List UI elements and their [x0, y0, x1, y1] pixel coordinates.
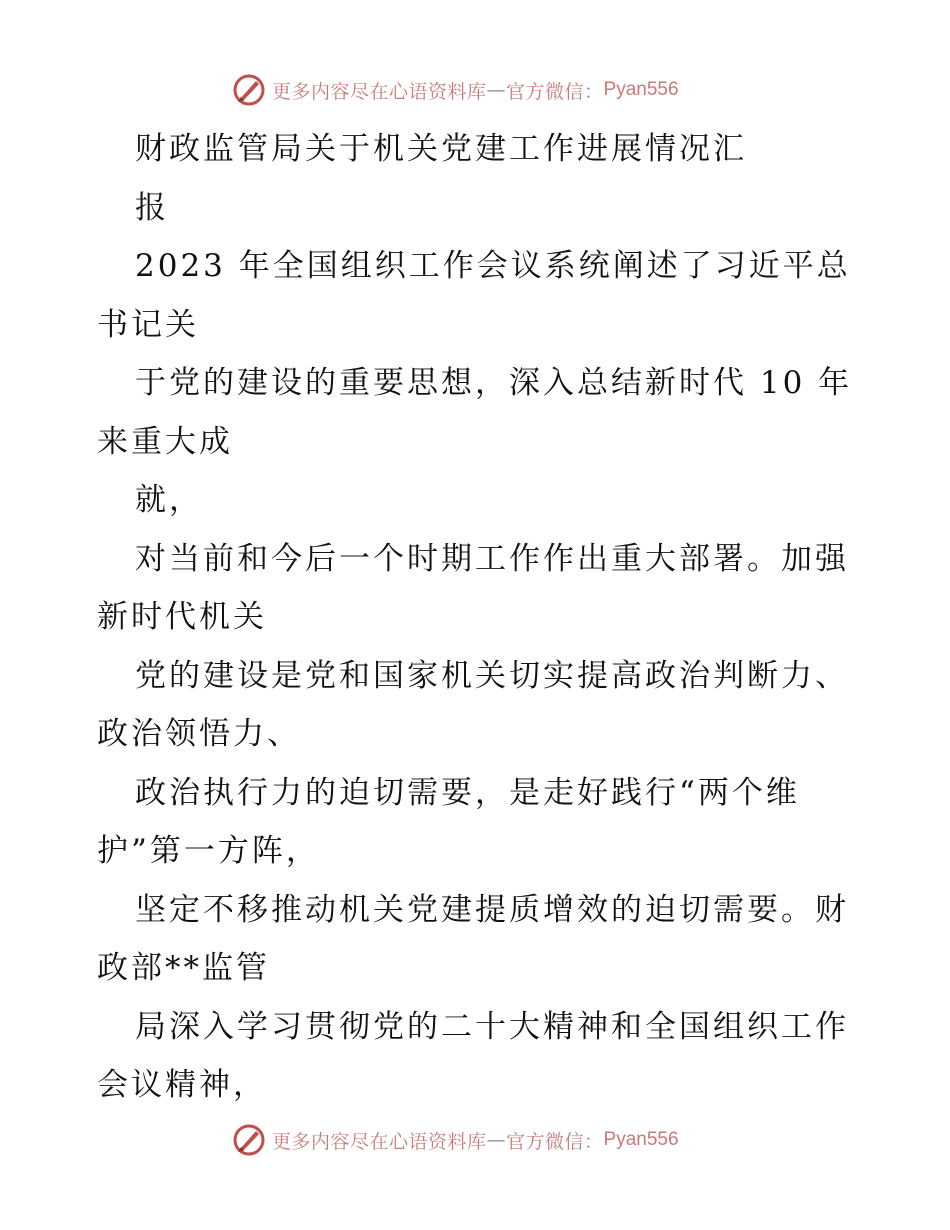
watermark-header — [232, 70, 732, 110]
body-line: 来重大成 — [97, 423, 233, 460]
watermark-footer — [232, 1120, 732, 1160]
body-line: 护”第一方阵， — [97, 833, 320, 869]
body-line: 坚定不移推动机关党建提质增效的迫切需要。财 — [135, 891, 849, 928]
watermark-main-text: 更多内容尽在心语资料库 — [272, 80, 487, 103]
watermark-wechat-id: Pyan556 — [603, 1129, 679, 1150]
body-line: 政治执行力的迫切需要，是走好践行“两个维 — [135, 774, 800, 811]
body-line: 政部**监管 — [97, 950, 270, 986]
body-line: 党的建设是党和国家机关切实提高政治判断力、 — [135, 657, 849, 694]
watermark-wechat-id: Pyan556 — [603, 79, 679, 100]
quill-logo-icon — [232, 1123, 266, 1157]
body-line: 局深入学习贯彻党的二十大精神和全国组织工作 — [135, 1008, 849, 1045]
title-line-1: 财政监管局关于机关党建工作进展情况汇 — [135, 131, 747, 167]
body-line: 2023 年全国组织工作会议系统阐述了习近平总 — [135, 248, 851, 284]
quill-logo-icon — [232, 73, 266, 107]
watermark-colon: ： — [584, 80, 604, 103]
body-line: 政治领悟力、 — [97, 716, 301, 752]
watermark-dash: — — [486, 79, 507, 101]
watermark-main-text: 更多内容尽在心语资料库 — [272, 1130, 487, 1153]
document-body — [97, 120, 897, 1115]
body-line: 于党的建设的重要思想，深入总结新时代 10 年 — [135, 365, 853, 401]
body-line: 会议精神， — [97, 1067, 267, 1103]
body-line: 对当前和今后一个时期工作作出重大部署。加强 — [135, 540, 849, 577]
body-line: 书记关 — [97, 306, 199, 343]
watermark-official-text: 官方微信 — [506, 1130, 585, 1153]
watermark-dash: — — [486, 1129, 507, 1151]
body-line: 新时代机关 — [97, 599, 267, 635]
watermark-colon: ： — [584, 1130, 604, 1153]
watermark-official-text: 官方微信 — [506, 80, 585, 103]
body-line: 就， — [135, 482, 203, 518]
title-line-2: 报 — [135, 189, 169, 226]
